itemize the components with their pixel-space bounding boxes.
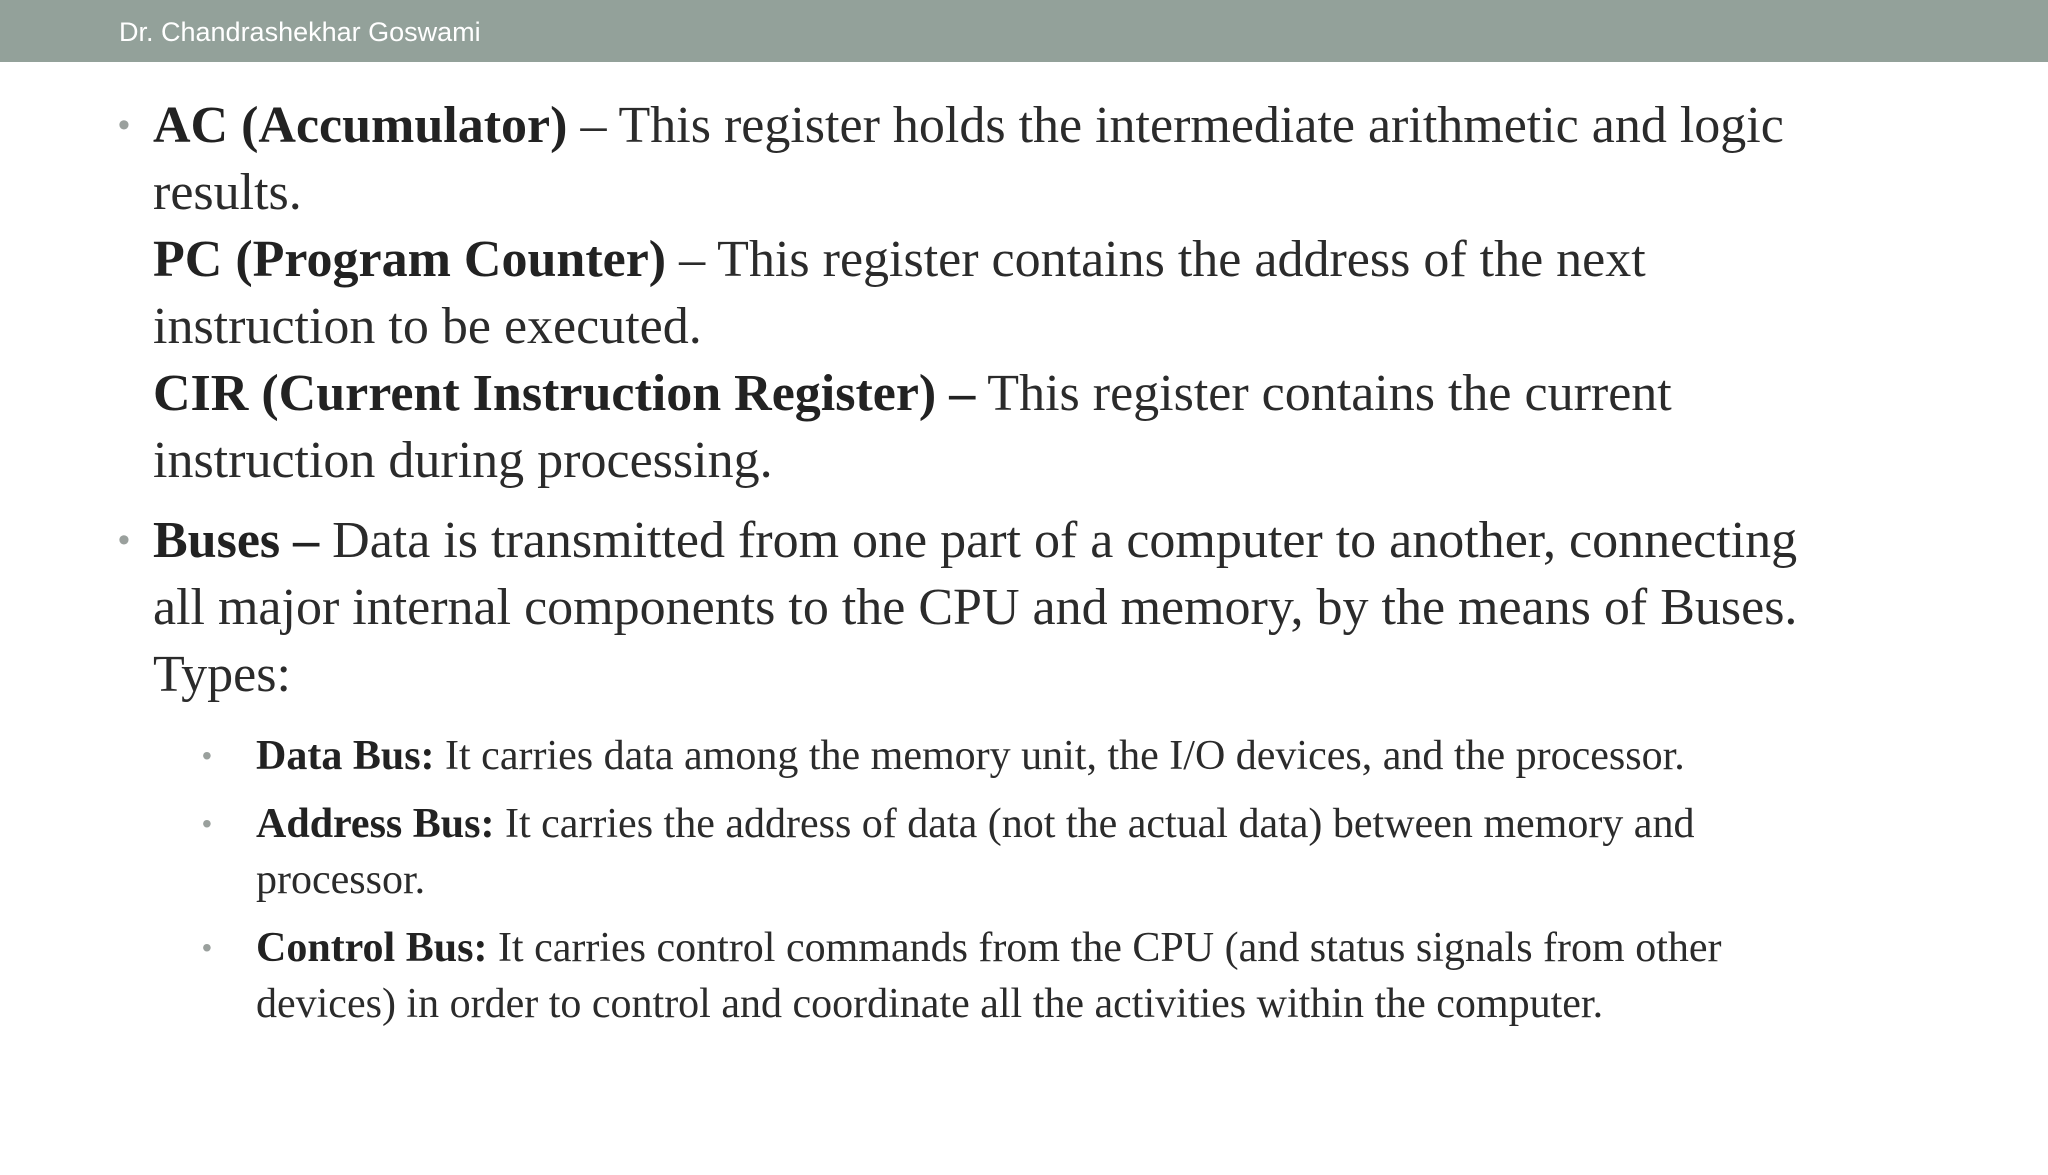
ac-paragraph — [153, 92, 1953, 226]
control-bus-item — [0, 920, 1956, 1032]
address-bus-item — [0, 796, 1956, 908]
control-bus-description-line-1: It carries control commands from the CPU (and status signals from other — [487, 925, 1722, 971]
header-author: Dr. Chandrashekhar Goswami — [119, 17, 481, 47]
control-bus-description-line-2: devices) in order to control and coordinate all the activities within the computer. — [256, 981, 1604, 1027]
bullet-icon: • — [202, 740, 212, 771]
bullet-icon: • — [118, 521, 130, 559]
slide-content — [0, 92, 2048, 1045]
bullet-icon: • — [202, 808, 212, 839]
bullet-icon: • — [202, 932, 212, 963]
bullet-icon: • — [118, 106, 130, 144]
data-bus-description: It carries data among the memory unit, the I/O devices, and the processor. — [434, 733, 1685, 779]
ac-description-line-1: – This register holds the intermediate arithmetic and logic — [567, 97, 1784, 154]
cir-term: CIR (Current Instruction Register) – — [153, 365, 976, 422]
pc-description-line-1: – This register contains the address of the next — [666, 231, 1646, 288]
buses-paragraph — [153, 507, 1953, 708]
data-bus-term: Data Bus: — [256, 733, 435, 779]
buses-term: Buses – — [153, 512, 320, 569]
buses-bullet — [0, 507, 1953, 1032]
registers-bullet — [0, 92, 1953, 494]
cir-description-line-2: instruction during processing. — [153, 432, 773, 489]
ac-term: AC (Accumulator) — [153, 97, 568, 154]
pc-paragraph — [153, 226, 1953, 360]
pc-term: PC (Program Counter) — [153, 231, 667, 288]
ac-description-line-2: results. — [153, 164, 302, 221]
buses-types-label: Types: — [153, 646, 291, 703]
address-bus-description-line-1: It carries the address of data (not the actual data) between memory and — [494, 801, 1695, 847]
bus-types-list — [0, 728, 1953, 1032]
cir-paragraph — [153, 360, 1953, 494]
buses-description-line-1: Data is transmitted from one part of a computer to another, connecting — [319, 512, 1798, 569]
control-bus-term: Control Bus: — [256, 925, 488, 971]
data-bus-item — [0, 728, 1956, 784]
pc-description-line-2: instruction to be executed. — [153, 298, 702, 355]
cir-description-line-1: This register contains the current — [975, 365, 1672, 422]
address-bus-term: Address Bus: — [256, 801, 495, 847]
address-bus-description-line-2: processor. — [256, 857, 426, 903]
buses-description-line-2: all major internal components to the CPU and memory, by the means of Buses. — [153, 579, 1798, 636]
header-bar — [0, 0, 2048, 62]
